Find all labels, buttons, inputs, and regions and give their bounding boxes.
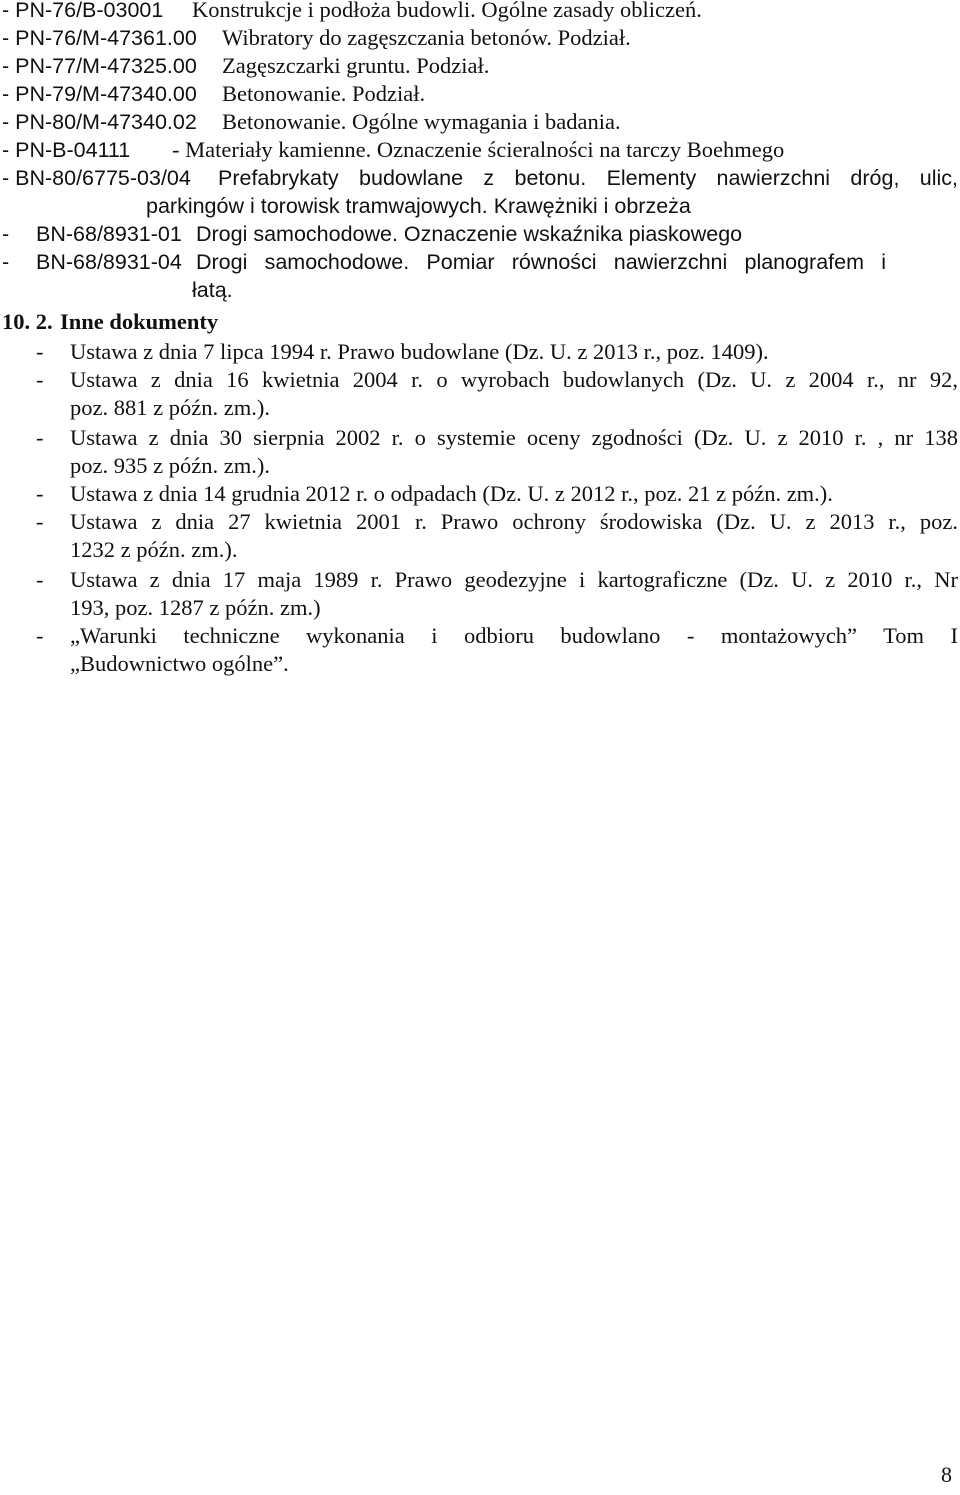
document-entry: „Warunki techniczne wykonania i odbioru budowlano - montażowych” Tom I bbox=[70, 623, 958, 648]
list-dash: - bbox=[36, 623, 44, 648]
standard-title-continued: parkingów i torowisk tramwajowych. Krawężniki i obrzeża bbox=[146, 194, 691, 218]
document-entry-continued: 193, poz. 1287 z późn. zm.) bbox=[70, 595, 321, 620]
list-dash: - bbox=[36, 567, 44, 592]
document-entry-continued: „Budownictwo ogólne”. bbox=[70, 651, 289, 676]
standard-title: - Materiały kamienne. Oznaczenie ścieralności na tarczy Boehmego bbox=[172, 137, 785, 162]
list-dash: - bbox=[36, 481, 44, 506]
standard-title: Betonowanie. Podział. bbox=[222, 81, 426, 106]
standard-title: Prefabrykaty budowlane z betonu. Elementy nawierzchni dróg, ulic, bbox=[218, 166, 958, 190]
section-title: Inne dokumenty bbox=[60, 309, 219, 334]
standard-title: Drogi samochodowe. Pomiar równości nawierzchni planografem i bbox=[196, 250, 886, 274]
document-entry-continued: poz. 935 z późn. zm.). bbox=[70, 453, 270, 478]
standard-code: - PN-77/M-47325.00 bbox=[2, 54, 197, 78]
list-dash: - bbox=[36, 367, 44, 392]
section-number: 10. 2. bbox=[2, 309, 53, 334]
document-entry: Ustawa z dnia 7 lipca 1994 r. Prawo budowlane (Dz. U. z 2013 r., poz. 1409). bbox=[70, 339, 769, 364]
document-entry: Ustawa z dnia 27 kwietnia 2001 r. Prawo ochrony środowiska (Dz. U. z 2013 r., poz. bbox=[70, 509, 958, 534]
document-entry-continued: 1232 z późn. zm.). bbox=[70, 537, 238, 562]
list-dash: - bbox=[2, 250, 10, 274]
standard-code: - BN-80/6775-03/04 bbox=[2, 166, 191, 190]
list-dash: - bbox=[36, 509, 44, 534]
standard-title: Konstrukcje i podłoża budowli. Ogólne zasady obliczeń. bbox=[192, 0, 702, 22]
standard-code: - PN-80/M-47340.02 bbox=[2, 110, 197, 134]
standard-code: BN-68/8931-01 bbox=[36, 222, 182, 246]
document-entry-continued: poz. 881 z późn. zm.). bbox=[70, 395, 270, 420]
document-entry: Ustawa z dnia 14 grudnia 2012 r. o odpadach (Dz. U. z 2012 r., poz. 21 z późn. zm.). bbox=[70, 481, 833, 506]
document-entry: Ustawa z dnia 30 sierpnia 2002 r. o systemie oceny zgodności (Dz. U. z 2010 r. , nr 138 bbox=[70, 425, 958, 450]
document-entry: Ustawa z dnia 17 maja 1989 r. Prawo geodezyjne i kartograficzne (Dz. U. z 2010 r., Nr bbox=[70, 567, 958, 592]
document-entry: Ustawa z dnia 16 kwietnia 2004 r. o wyrobach budowlanych (Dz. U. z 2004 r., nr 92, bbox=[70, 367, 958, 392]
standard-title: Drogi samochodowe. Oznaczenie wskaźnika piaskowego bbox=[196, 222, 743, 246]
standard-title: Betonowanie. Ogólne wymagania i badania. bbox=[222, 109, 621, 134]
standard-code: - PN-76/B-03001 bbox=[2, 0, 164, 22]
standard-title: Zagęszczarki gruntu. Podział. bbox=[222, 53, 490, 78]
standard-code: - PN-B-04111 bbox=[2, 138, 131, 162]
standard-code: BN-68/8931-04 bbox=[36, 250, 182, 274]
standard-code: - PN-79/M-47340.00 bbox=[2, 82, 197, 106]
list-dash: - bbox=[2, 222, 10, 246]
page-number: 8 bbox=[941, 1462, 952, 1487]
list-dash: - bbox=[36, 339, 44, 364]
standard-code: - PN-76/M-47361.00 bbox=[2, 26, 197, 50]
list-dash: - bbox=[36, 425, 44, 450]
standard-title: Wibratory do zagęszczania betonów. Podział. bbox=[222, 25, 631, 50]
standard-title-continued: łatą. bbox=[192, 278, 233, 302]
